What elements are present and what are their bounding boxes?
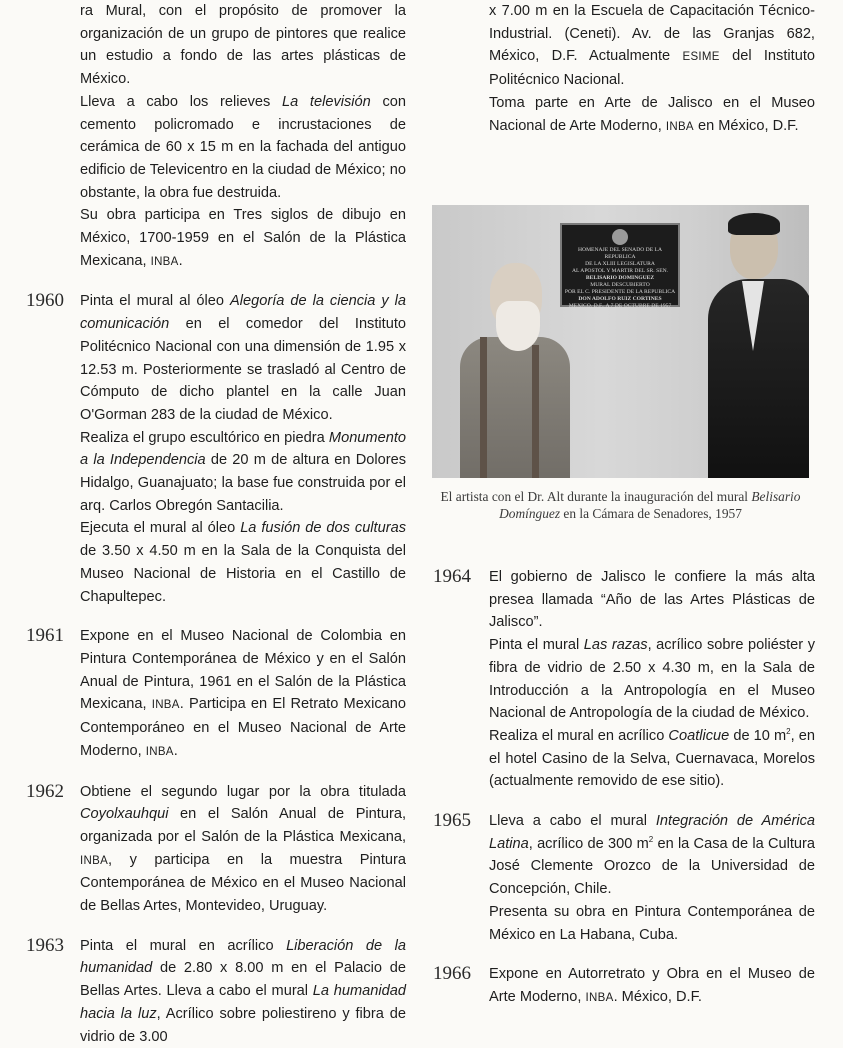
text-run: en el Salón Anual de Pintura, organizada por el Salón de la Plástica Mexicana, [80, 806, 406, 845]
paragraph [489, 566, 815, 634]
paragraph [489, 0, 815, 92]
text-run: , acrílico sobre poliéster y fibra de vidrio de 2.50 x 4.30 m, en la Sala de Introducción a la Antropología en el Museo Nacional de Antropología de la ciudad de México. [489, 637, 816, 722]
acronym: INBA [151, 699, 180, 712]
entry-year: 1961 [26, 625, 64, 647]
acronym: INBA [145, 745, 174, 758]
photograph [432, 205, 809, 478]
entry-body [489, 566, 815, 793]
elderly-man-figure [460, 337, 570, 478]
text-run: Obtiene el segundo lugar por la obra titulada [80, 783, 406, 800]
seal-icon [612, 229, 628, 245]
paragraph [489, 634, 815, 725]
photo-figure [432, 205, 809, 522]
entry-year: 1966 [433, 963, 471, 985]
text-run: Pinta el mural al óleo [80, 293, 231, 310]
timeline-entry-1961 [26, 625, 406, 763]
text-run: Su obra participa en Tres siglos de dibujo en México, 1700-1959 en el Salón de la Plástica Mexicana, [80, 207, 406, 269]
photo-caption [432, 488, 809, 522]
entry-body [80, 781, 406, 918]
right-lower-column [433, 566, 815, 1010]
acronym: ESIME [682, 51, 720, 64]
plaque-text: MEXICO, D.F., A 7 DE OCTUBRE DE 1957 [568, 303, 672, 309]
italic-title: Alegoría de la ciencia y la comunicación [80, 293, 406, 333]
text-run: con cemento policromado e incrustaciones de cerámica de 60 x 15 m en la fachada del antiguo edificio de Televicentro en la ciudad de México; no obstante, la obra fue destruida. [80, 93, 406, 201]
crutch [532, 345, 539, 478]
text-run: Toma parte en Arte de Jalisco en el Museo Nacional de Arte Moderno, [489, 94, 815, 134]
plaque-text: AL APOSTOL Y MARTIR DEL SR. SEN. [571, 268, 669, 274]
paragraph [80, 935, 406, 1048]
left-column [26, 0, 406, 1048]
italic-title: Coatlicue [668, 727, 730, 744]
italic-title: La televisión [282, 93, 371, 110]
entry-body [80, 290, 406, 608]
text-run: x 7.00 m en la Escuela de Capacitación Técnico-Industrial. (Ceneti). Av. de las Granjas 682, México, D.F. Actualmente [489, 3, 815, 65]
text-run: de 10 m [729, 727, 787, 744]
acronym: INBA [80, 854, 109, 867]
text-run: en la Casa de la Cultura José Clemente Orozco de la Universidad de Concepción, Chile. [489, 835, 815, 898]
left-intro [26, 0, 406, 273]
text-run: . [178, 252, 183, 269]
paragraph [80, 0, 406, 91]
plaque-text: HOMENAJE DEL SENADO DE LA REPUBLICA [577, 247, 662, 260]
entry-body [80, 625, 406, 763]
paragraph [80, 625, 406, 763]
caption-text: El artista con el Dr. Alt durante la inauguración del mural [440, 489, 752, 504]
text-run: de 2.80 x 8.00 m en el Palacio de Bellas Artes. Lleva a cabo el mural [80, 960, 406, 1000]
text-run: Ejecuta el mural al óleo [80, 520, 241, 537]
text-run: , y participa en la muestra Pintura Contemporánea de México en el Museo Nacional de Bellas Artes, Montevideo, Uruguay. [80, 851, 406, 915]
text-run: Presenta su obra en Pintura Contemporánea de México en La Habana, Cuba. [489, 903, 815, 943]
timeline-entry-1960 [26, 290, 406, 608]
text-run: Lleva a cabo el mural [489, 813, 656, 830]
italic-title: Liberación de la humanidad [80, 937, 406, 977]
plaque-text: DON ADOLFO RUIZ CORTINES [578, 296, 662, 302]
superscript: 2 [648, 834, 654, 844]
text-run: en México, D.F. [693, 117, 799, 134]
paragraph [489, 92, 815, 138]
white-beard [496, 301, 540, 351]
entry-year: 1963 [26, 934, 64, 956]
italic-title: Las razas [583, 637, 648, 654]
text-run: . [173, 742, 178, 759]
timeline-entry-1964 [433, 566, 815, 793]
italic-title: Integración de América Latina [489, 813, 815, 852]
paragraph [489, 901, 815, 946]
paragraph [80, 204, 406, 273]
caption-text: en la Cámara de Senadores, 1957 [560, 506, 742, 521]
entry-year: 1960 [26, 290, 64, 312]
paragraph [489, 725, 815, 793]
acronym: INBA [665, 120, 694, 133]
italic-title: La humanidad hacia la luz [80, 983, 406, 1022]
plaque-text: POR EL C. PRESIDENTE DE LA REPUBLICA [564, 289, 676, 295]
text-run: Realiza el grupo escultórico en piedra [80, 429, 329, 446]
hair [728, 213, 780, 235]
text-run: Pinta el mural en acrílico [80, 937, 287, 954]
text-run: de 20 m de altura en Dolores Hidalgo, Guanajuato; la base fue construida por el arq. Carlos Obregón Santacilia. [80, 452, 407, 514]
entry-year: 1962 [26, 780, 64, 802]
entry-year: 1965 [433, 810, 471, 832]
paragraph [80, 91, 406, 205]
timeline-entry-1962 [26, 781, 406, 918]
plaque-text: DE LA XLIII LEGISLATURA [585, 261, 655, 267]
timeline-entry-1963 [26, 935, 406, 1048]
commemorative-plaque [560, 223, 680, 307]
plaque-text: MURAL DESCUBIERTO [590, 282, 650, 288]
text-run: del Instituto Politécnico Nacional. [489, 48, 815, 89]
entry-body [489, 810, 815, 946]
text-run: , Acrílico sobre poliestireno y fibra de vidrio de 3.00 [80, 1005, 406, 1045]
text-run: Expone en Autorretrato y Obra en el Museo de Arte Moderno, [489, 966, 815, 1005]
paragraph [489, 810, 815, 901]
entry-body [489, 963, 815, 1009]
right-column [433, 0, 815, 138]
plaque-text: BELISARIO DOMINGUEZ [585, 275, 655, 281]
italic-title: Coyolxauhqui [80, 806, 169, 823]
caption-title: Belisario Domínguez [499, 489, 801, 521]
text-run: Realiza el mural en acrílico [489, 727, 669, 744]
text-run: Lleva a cabo los relieves [80, 93, 283, 110]
italic-title: Monumento a la Independencia [80, 429, 406, 469]
text-run: en el comedor del Instituto Politécnico Nacional con una dimensión de 1.95 x 12.53 m. Posteriormente se trasladó al Centro de Cómputo de dicho plantel en la calle Juan O'Gorman 283 de la ciudad de México. [80, 316, 406, 423]
entry-body [80, 935, 406, 1048]
entry-year: 1964 [433, 566, 471, 587]
acronym: INBA [150, 255, 179, 268]
text-run: Pinta el mural [489, 637, 584, 654]
text-run: El gobierno de Jalisco le confiere la más alta presea llamada “Año de las Artes Plásticas de Jalisco”. [489, 569, 815, 631]
timeline-entry-1965 [433, 810, 815, 946]
text-run: de 3.50 x 4.50 m en la Sala de la Conquista del Museo Nacional de Historia en el Castillo de Chapultepec. [80, 543, 406, 605]
italic-title: La fusión de dos culturas [240, 520, 406, 537]
paragraph [489, 963, 815, 1009]
crutch [480, 337, 487, 478]
text-run: , en el hotel Casino de la Selva, Cuernavaca, Morelos (actualmente removido de ese sitio). [489, 727, 815, 790]
acronym: INBA [585, 991, 614, 1004]
text-run: , acrílico de 300 m [528, 835, 649, 852]
paragraph [80, 781, 406, 918]
paragraph [80, 427, 406, 518]
paragraph [80, 517, 406, 608]
text-run: Expone en el Museo Nacional de Colombia en Pintura Contemporánea de México y en el Salón Anual de Pintura, 1961 en el Salón de la Plástica Mexicana, [80, 628, 406, 713]
right-intro [433, 0, 815, 138]
text-run: ra Mural, con el propósito de promover la organización de un grupo de pintores que realice un estudio a fondo de las artes plásticas de México. [80, 3, 406, 88]
text-run: . Participa en El Retrato Mexicano Contemporáneo en el Museo Nacional de Arte Moderno, [80, 696, 406, 759]
text-run: . México, D.F. [613, 988, 702, 1005]
timeline-entry-1966 [433, 963, 815, 1009]
paragraph [80, 290, 406, 426]
superscript: 2 [786, 727, 791, 737]
